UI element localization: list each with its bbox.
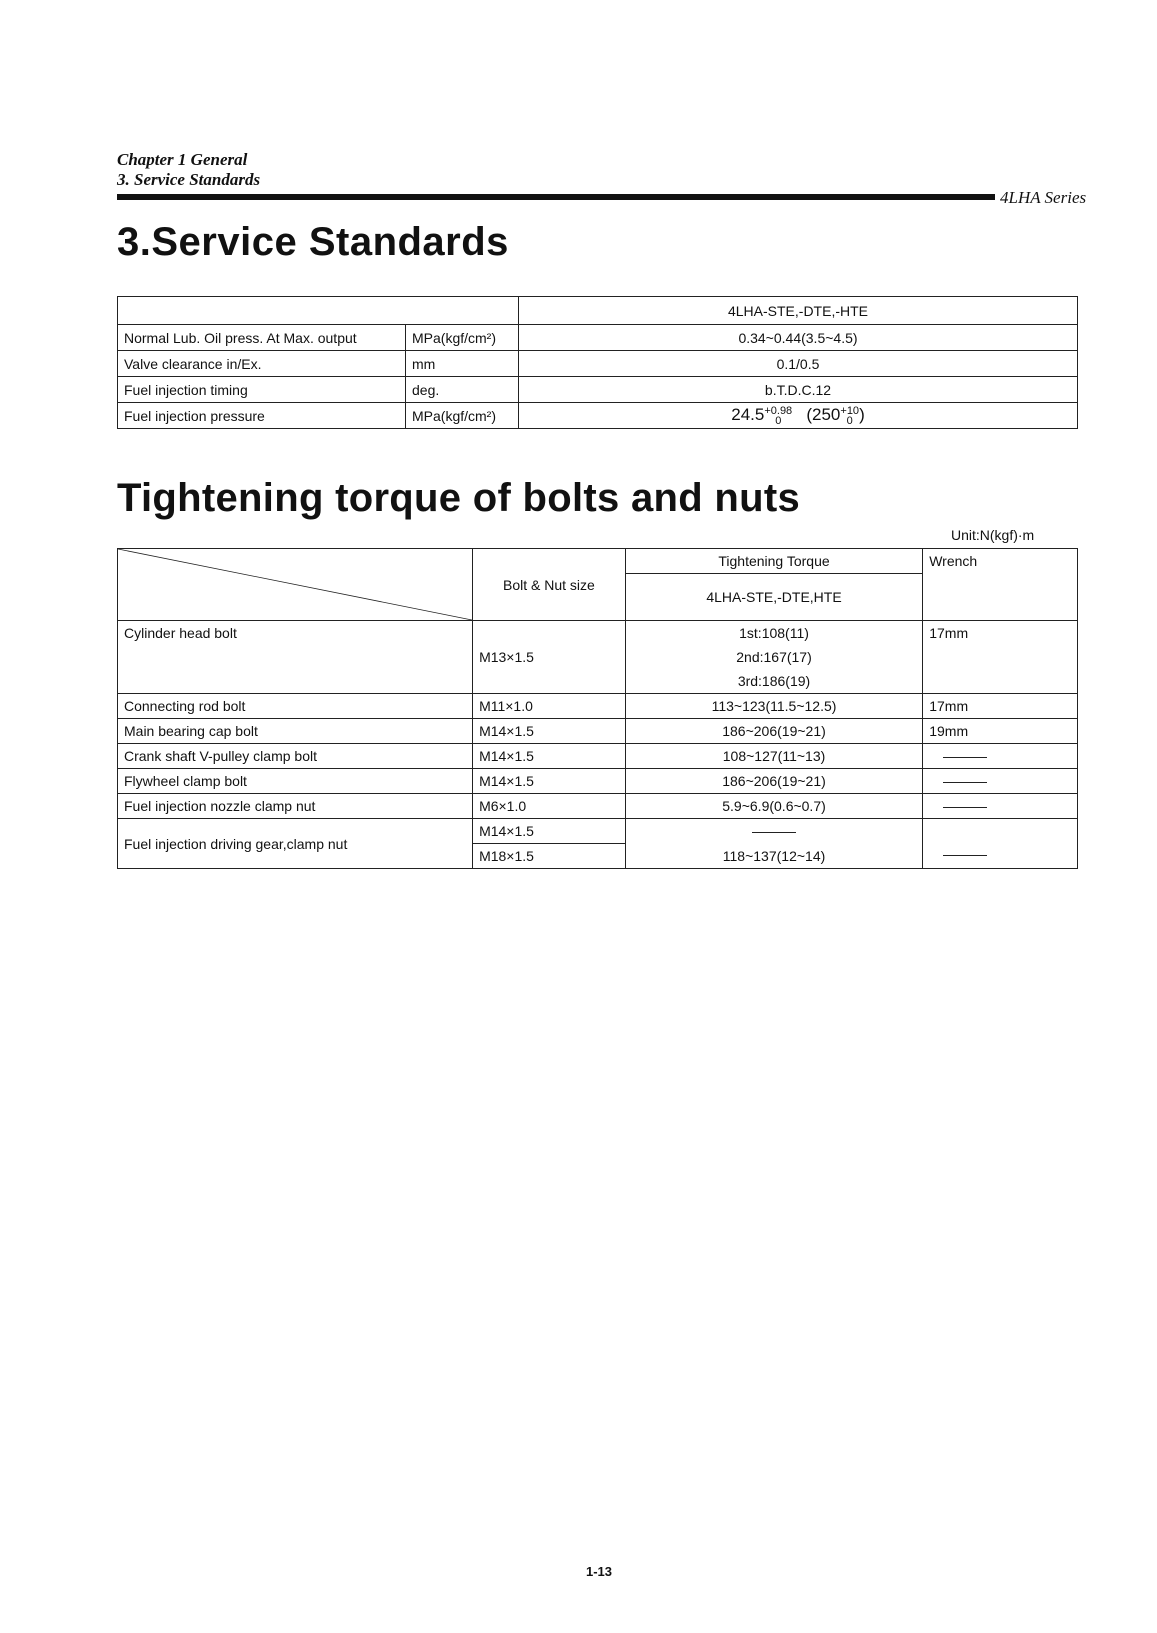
torque-item: Main bearing cap bolt [118,719,473,744]
torque-wrench: 17mm [923,621,1078,694]
page-title: 3.Service Standards [117,220,509,264]
spec-param: Fuel injection timing [118,377,406,403]
table-row [118,403,1078,429]
torque-value: 3rd:186(19) [625,669,922,694]
torque-size: M14×1.5 [473,744,626,769]
dash-mark [752,832,796,833]
pressure-base: 24.5 [731,405,765,425]
table-row [118,819,1078,844]
spec-param: Valve clearance in/Ex. [118,351,406,377]
table-row [118,694,1078,719]
spec-unit: mm [406,351,519,377]
torque-value-none [625,819,922,844]
torque-value: 5.9~6.9(0.6~0.7) [625,794,922,819]
torque-size: M11×1.0 [473,694,626,719]
table-row [118,794,1078,819]
torque-value: 108~127(11~13) [625,744,922,769]
torque-size: M6×1.0 [473,794,626,819]
spec-unit: MPa(kgf/cm²) [406,403,519,429]
chapter-label: Chapter 1 General [117,150,248,169]
table-row [118,621,1078,646]
torque-value: 186~206(19~21) [625,719,922,744]
pressure-kgf-tolerance-lower: 0 [846,414,853,427]
torque-wrench: 17mm [923,694,1078,719]
torque-value: 1st:108(11) [625,621,922,646]
tightening-torque-table [117,548,1078,869]
torque-wrench: 19mm [923,719,1078,744]
dash-mark [943,757,987,758]
torque-size: M14×1.5 [473,719,626,744]
torque-size: M14×1.5 [473,819,626,844]
table-row [118,351,1078,377]
table-row [118,325,1078,351]
torque-value: 186~206(19~21) [625,769,922,794]
spec-unit: MPa(kgf/cm²) [406,325,519,351]
section-label: 3. Service Standards [117,170,261,189]
spec-param: Fuel injection pressure [118,403,406,429]
torque-value: 118~137(12~14) [625,844,922,869]
col-torque-model: 4LHA-STE,-DTE,HTE [625,574,922,621]
page-number: 1-13 [586,1564,613,1579]
torque-item: Crank shaft V-pulley clamp bolt [118,744,473,769]
torque-wrench-none [923,744,1078,769]
unit-label: Unit:N(kgf)·m [951,527,1035,543]
torque-item: Cylinder head bolt [118,621,473,694]
table-row [118,744,1078,769]
dash-mark [943,782,987,783]
spec-value: 0.1/0.5 [519,351,1078,377]
pressure-kgf-base: (250 [806,405,841,425]
torque-item: Flywheel clamp bolt [118,769,473,794]
table-row [118,769,1078,794]
torque-size: M18×1.5 [473,844,626,869]
spec-value: 0.34~0.44(3.5~4.5) [519,325,1078,351]
header-rule [117,194,995,200]
spec-model-header: 4LHA-STE,-DTE,-HTE [519,297,1078,325]
torque-value: 113~123(11.5~12.5) [625,694,922,719]
dash-mark [943,807,987,808]
pressure-kgf-close: ) [859,405,865,425]
col-torque-header: Tightening Torque [625,549,922,574]
torque-item: Connecting rod bolt [118,694,473,719]
torque-item: Fuel injection driving gear,clamp nut [118,819,473,869]
diagonal-line [118,549,472,620]
spec-header-blank [118,297,519,325]
spec-value-pressure [519,403,1078,429]
spec-value: b.T.D.C.12 [519,377,1078,403]
pressure-tolerance-upper: +0.98 [764,404,793,417]
torque-wrench-none [923,794,1078,819]
spec-unit: deg. [406,377,519,403]
col-wrench-header: Wrench [923,549,1078,621]
col-size-header: Bolt & Nut size [473,549,626,621]
spec-param: Normal Lub. Oil press. At Max. output [118,325,406,351]
torque-size: M13×1.5 [473,621,626,694]
torque-header-diagonal [118,549,473,621]
torque-size: M14×1.5 [473,769,626,794]
table-row [118,719,1078,744]
table-row [118,377,1078,403]
torque-wrench-none [923,769,1078,794]
service-standards-table [117,296,1078,429]
pressure-kgf-tolerance-upper: +10 [840,404,860,417]
pressure-tolerance-lower: 0 [775,414,782,427]
torque-item: Fuel injection nozzle clamp nut [118,794,473,819]
dash-mark [943,855,987,856]
torque-value: 2nd:167(17) [625,645,922,669]
series-label: 4LHA Series [1000,188,1087,207]
torque-wrench-none [923,819,1078,869]
torque-section-title: Tightening torque of bolts and nuts [117,476,801,520]
